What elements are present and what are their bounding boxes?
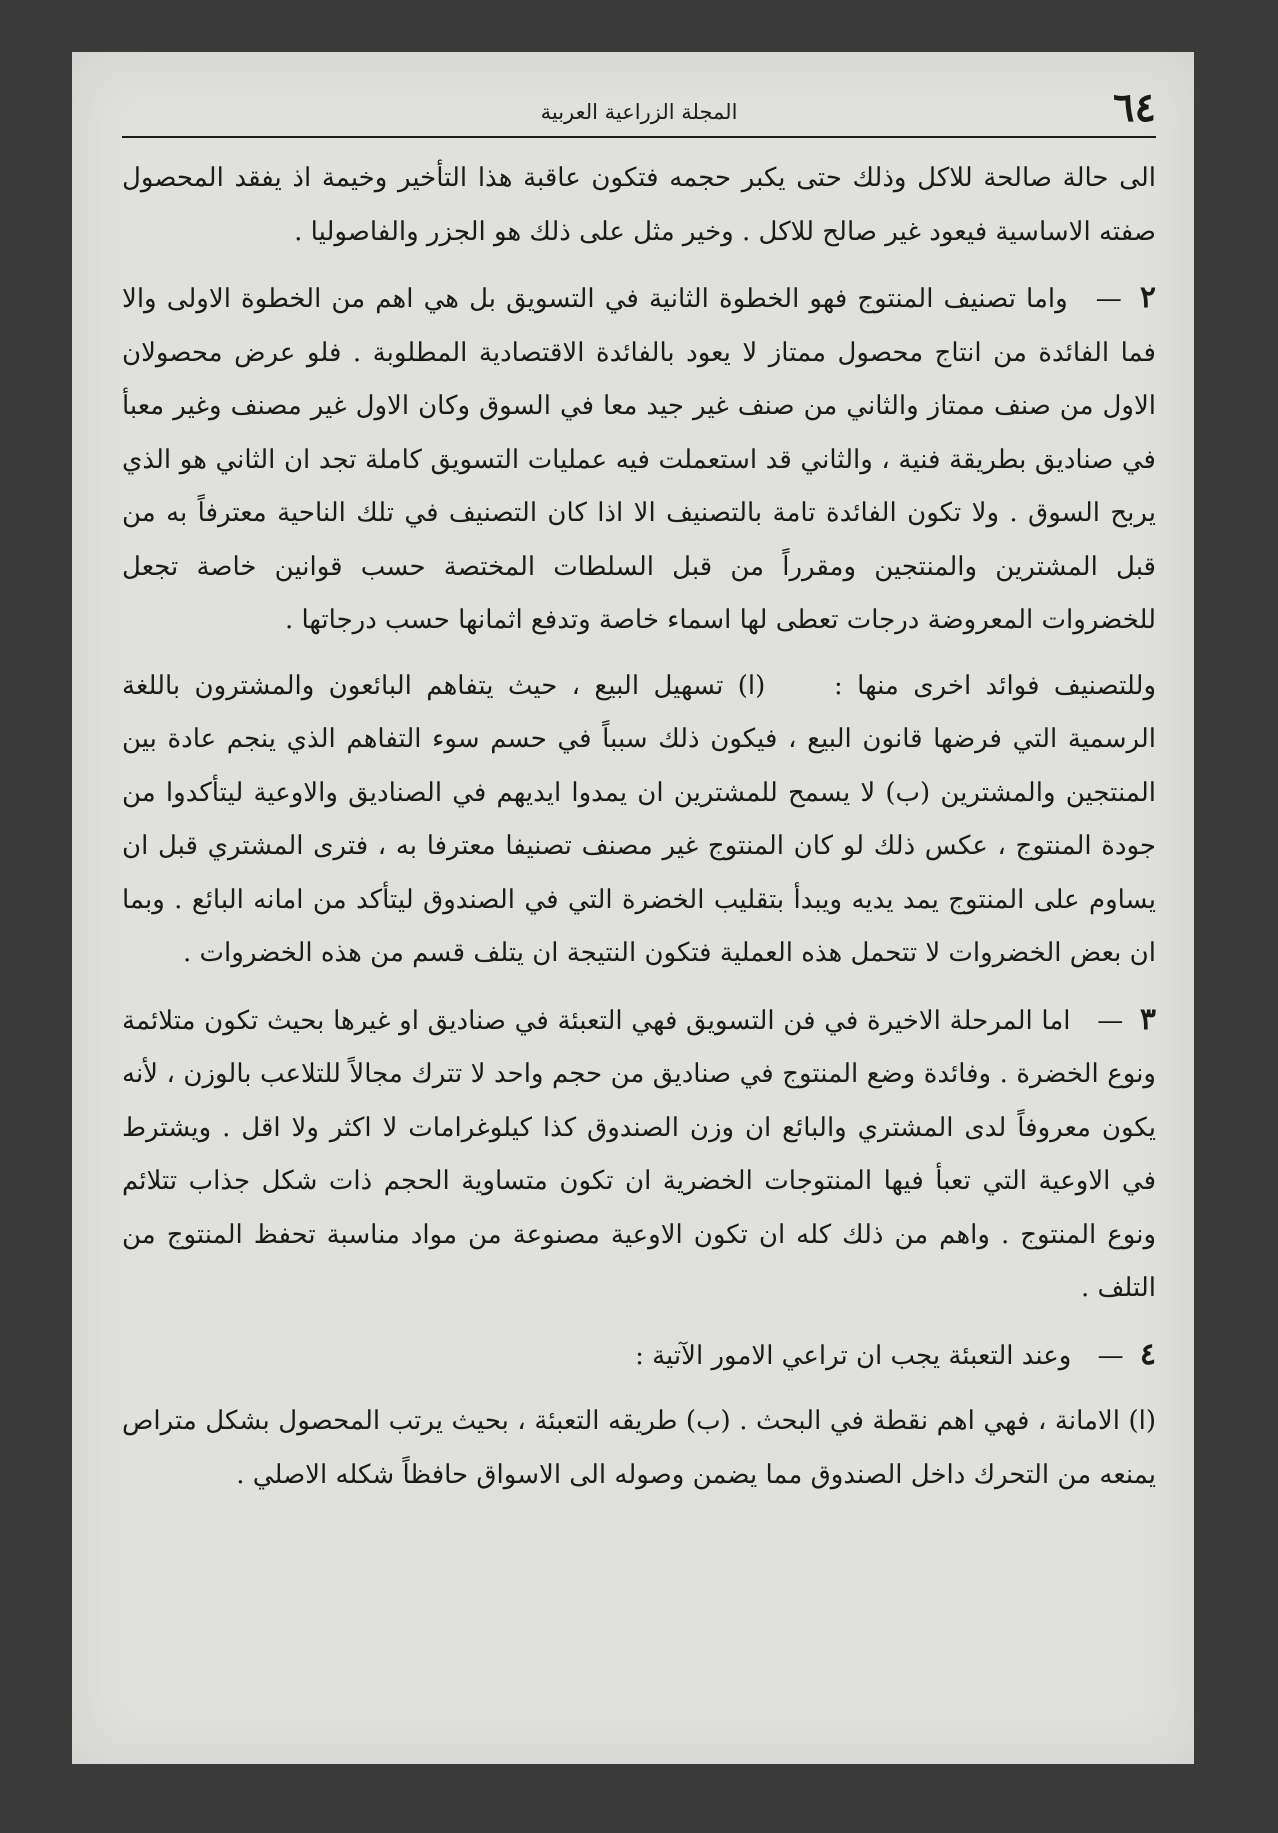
- scanned-page: [72, 52, 1194, 1764]
- paragraph-5: [122, 1328, 1156, 1384]
- section-number-4: ٤: [1139, 1336, 1156, 1372]
- section-dash-4: —: [1097, 1340, 1124, 1371]
- paragraph-2-text: واما تصنيف المنتوج فهو الخطوة الثانية في التسويق بل هي اهم من الخطوة الاولى والا فما الفائدة من انتاج محصول ممتاز لا يعود بالفائدة الاقتصادية المطلوبة . فلو عرض محصولان الاول من صنف ممتاز والثاني من صنف غير جيد معا في السوق وكان الاول غير مصنف وغير معبأ في صناديق بطريقة فنية ، والثاني قد استعملت فيه عمليات التسويق كاملة تجد ان الثاني هو الذي يربح السوق . ولا تكون الفائدة تامة بالتصنيف الا اذا كان التصنيف في تلك الناحية معترفاً به من قبل المشترين والمنتجين ومقرراً من قبل السلطات المختصة حسب قوانين خاصة تجعل للخضروات المعروضة درجات تعطى لها اسماء خاصة وتدفع اثمانها حسب درجاتها .: [122, 284, 1156, 635]
- section-number-3: ٣: [1139, 1001, 1156, 1037]
- paragraph-2: [122, 271, 1156, 648]
- page-number: ٦٤: [1113, 84, 1156, 131]
- article-body: [122, 152, 1156, 1514]
- section-number-2: ٢: [1139, 280, 1157, 315]
- paragraph-4: [122, 993, 1156, 1316]
- paragraph-3: [122, 660, 1156, 981]
- paragraph-3-intro: وللتصنيف فوائد اخرى منها :: [834, 670, 1156, 701]
- page-header: [122, 86, 1156, 138]
- section-dash-3: —: [1097, 1005, 1124, 1036]
- paragraph-1: [122, 152, 1156, 259]
- paragraph-3-text: (ا) تسهيل البيع ، حيث يتفاهم البائعون والمشترون باللغة الرسمية التي فرضها قانون البيع ، فيكون ذلك سبباً في حسم سوء التفاهم الذي ينجم عادة بين المنتجين والمشترين (ب) لا يسمح للمشترين ان يمدوا ايديهم في الصناديق والاوعية ليتأكدوا من جودة المنتوج ، عكس ذلك لو كان المنتوج غير مصنف تصنيفا معترفا به ، فترى المشتري قبل ان يساوم على المنتوج يمد يديه ويبدأ بتقليب الخضرة التي في الصندوق ليتأكد من امانه البائع . وبما ان بعض الخضروات لا تتحمل هذه العملية فتكون النتيجة ان يتلف قسم من هذه الخضروات .: [122, 670, 1156, 968]
- paragraph-4-text: اما المرحلة الاخيرة في فن التسويق فهي التعبئة في صناديق او غيرها بحيث تكون متلائمة ونوع الخضرة . وفائدة وضع المنتوج في صناديق من حجم واحد لا تترك مجالاً للتلاعب بالوزن ، لأنه يكون معروفاً لدى المشتري والبائع ان وزن الصندوق كذا كيلوغرامات لا اكثر ولا اقل . ويشترط في الاوعية التي تعبأ فيها المنتوجات الخضرية ان تكون متساوية الحجم ذات شكل جذاب تتلائم ونوع المنتوج . واهم من ذلك كله ان تكون الاوعية مصنوعة من مواد مناسبة تحفظ المنتوج من التلف .: [122, 1005, 1156, 1303]
- paragraph-6-text: (ا) الامانة ، فهي اهم نقطة في البحث . (ب) طريقه التعبئة ، بحيث يرتب المحصول بشكل متراص يمنعه من التحرك داخل الصندوق مما يضمن وصوله الى الاسواق حافظاً شكله الاصلي .: [122, 1406, 1156, 1490]
- paragraph-6: [122, 1395, 1156, 1502]
- paragraph-1-text: الى حالة صالحة للاكل وذلك حتى يكبر حجمه فتكون عاقبة هذا التأخير وخيمة اذ يفقد المحصول صفته الاساسية فيعود غير صالح للاكل . وخير مثل على ذلك هو الجزر والفاصوليا .: [122, 163, 1156, 247]
- paragraph-5-text: وعند التعبئة يجب ان تراعي الامور الآتية :: [635, 1340, 1072, 1371]
- section-dash-2: —: [1095, 284, 1122, 314]
- running-title: المجلة الزراعية العربية: [540, 100, 738, 124]
